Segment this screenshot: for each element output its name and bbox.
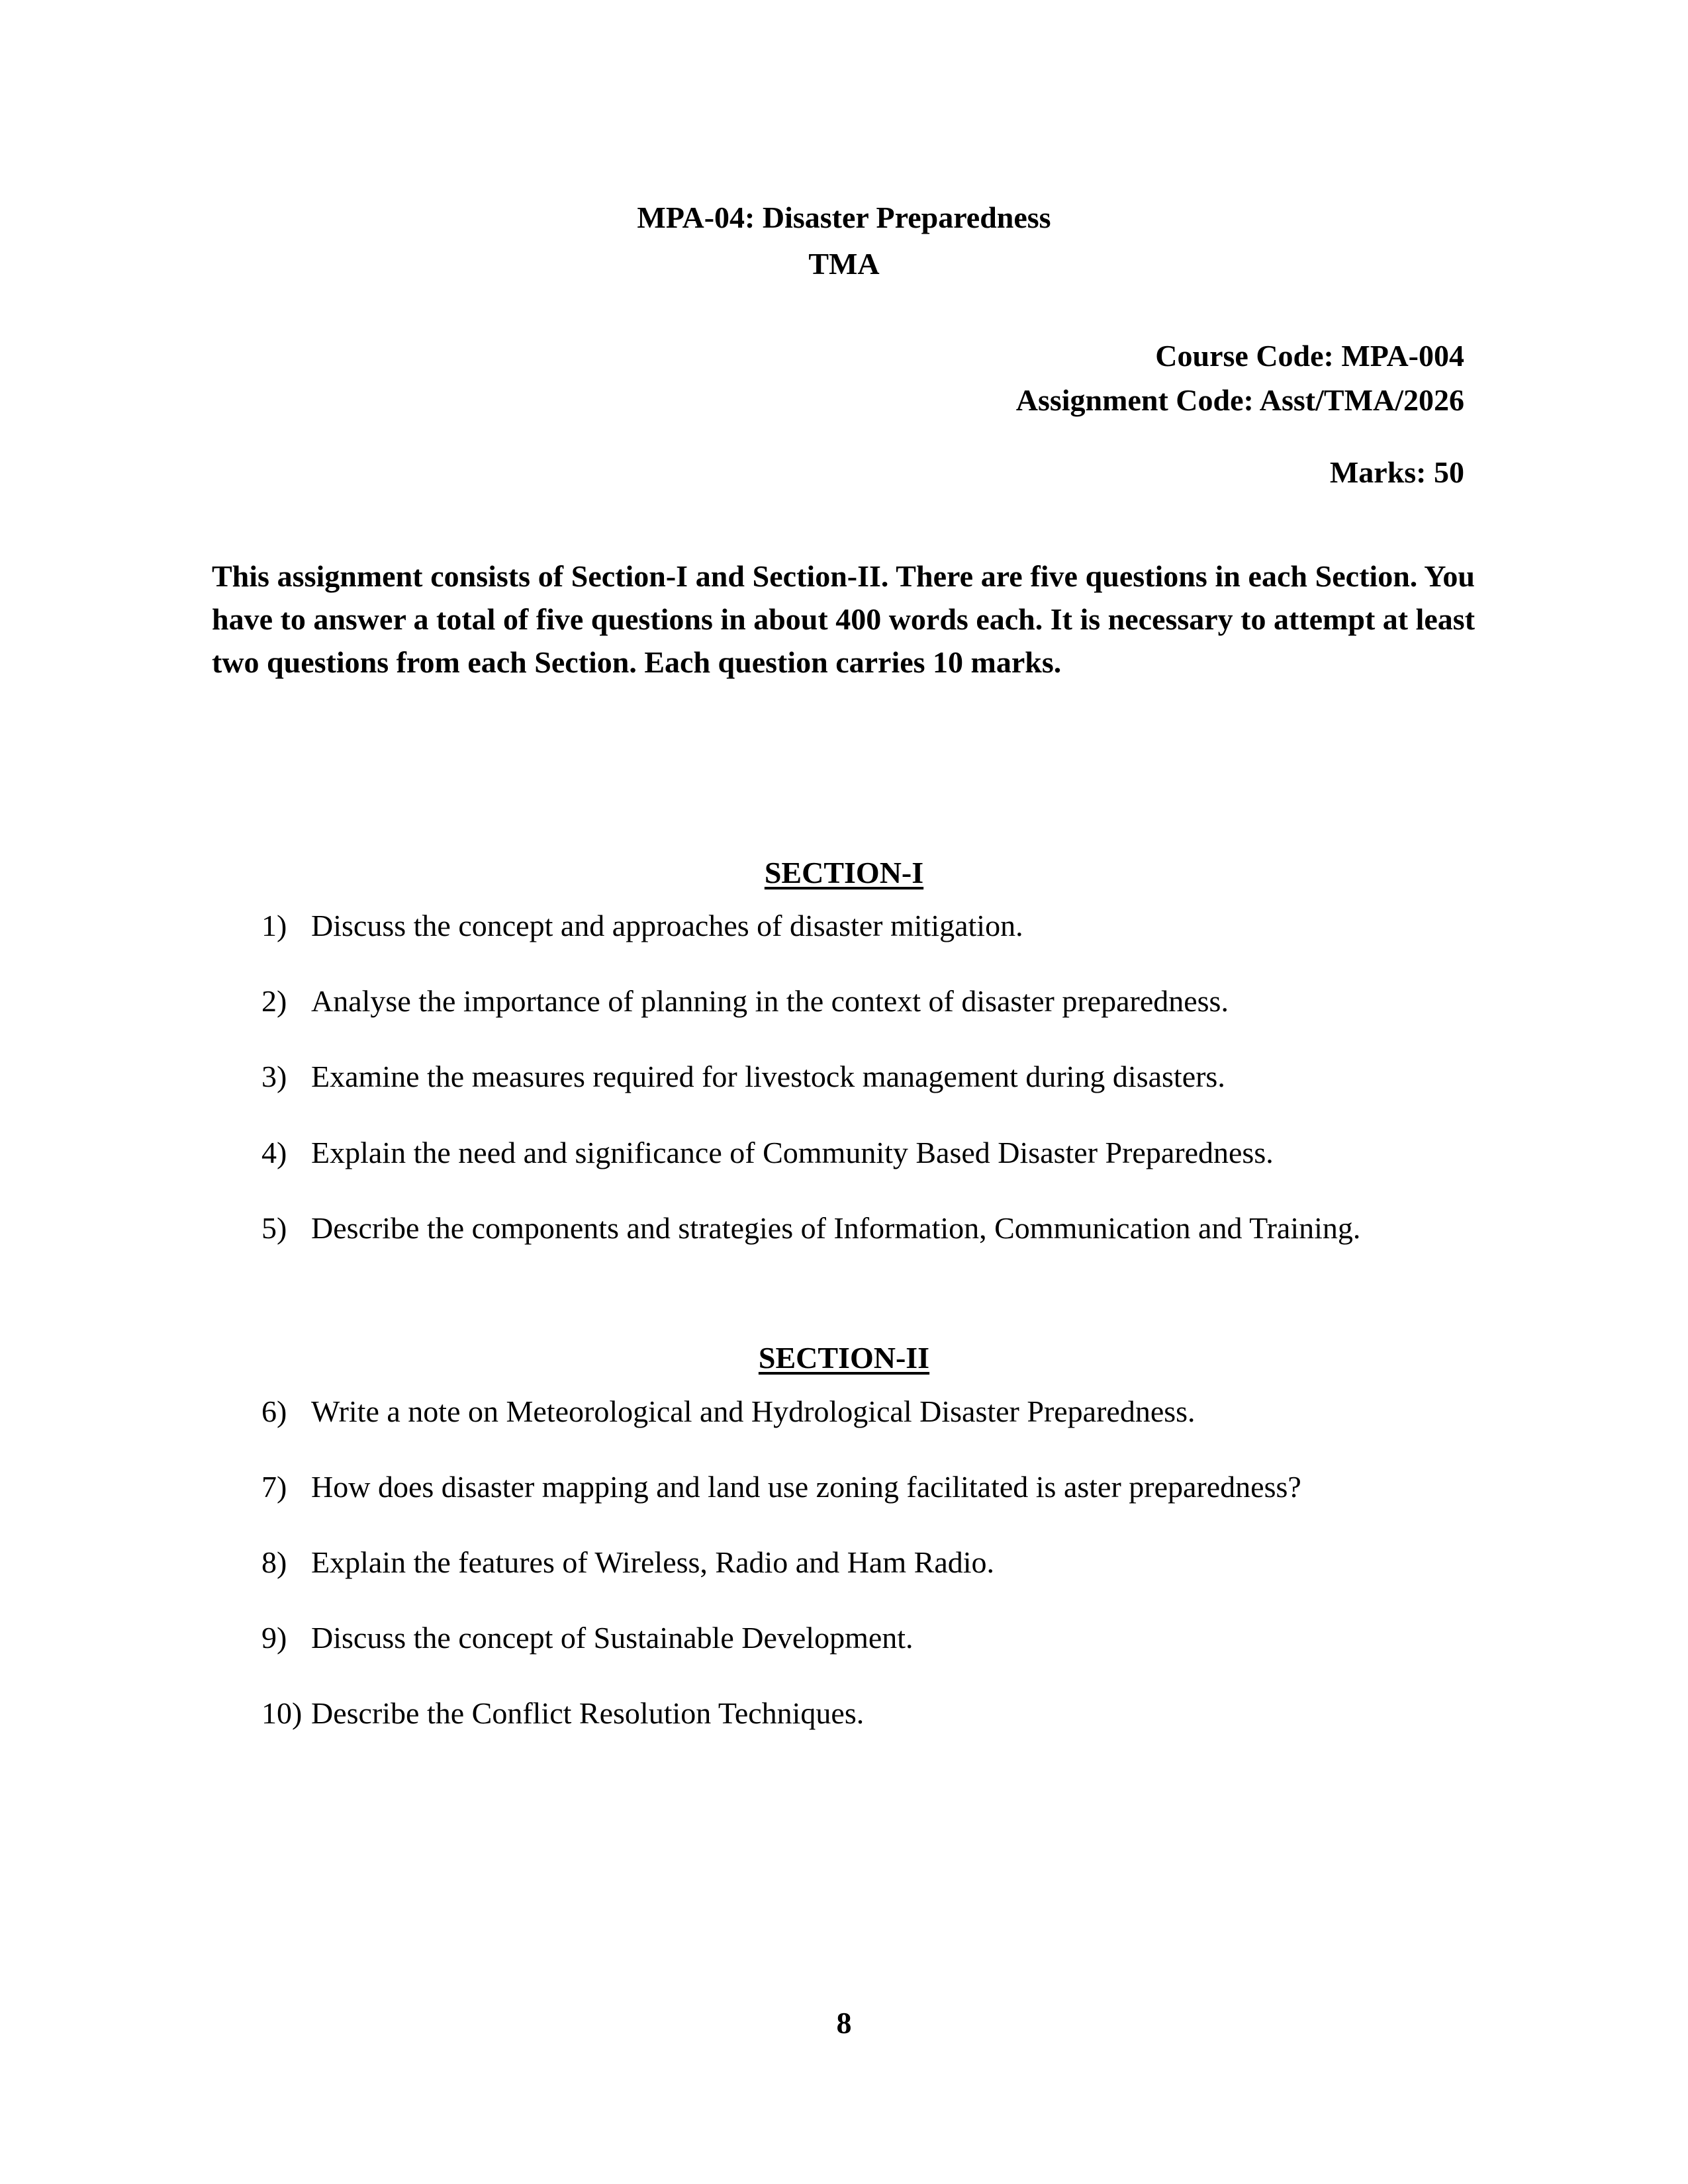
question-text: Describe the Conflict Resolution Techniques. [311, 1696, 865, 1730]
question-text: Explain the features of Wireless, Radio and Ham Radio. [311, 1545, 995, 1579]
question-text: How does disaster mapping and land use zoning facilitated is aster preparedness? [311, 1470, 1301, 1504]
question-number: 9) [261, 1621, 287, 1655]
question-text: Discuss the concept and approaches of disaster mitigation. [311, 909, 1023, 942]
question-number: 2) [261, 984, 287, 1018]
question-number: 7) [261, 1470, 287, 1504]
course-code: Course Code: MPA-004 [1155, 339, 1464, 373]
question-number: 6) [261, 1394, 287, 1428]
question-item [261, 1058, 1225, 1096]
assignment-code: Assignment Code: Asst/TMA/2026 [1015, 383, 1464, 417]
question-item [261, 1468, 1301, 1506]
section-heading-2: SECTION-II [758, 1341, 930, 1375]
marks: Marks: 50 [1329, 455, 1464, 489]
question-number: 5) [261, 1211, 287, 1245]
question-number: 8) [261, 1545, 287, 1579]
question-item [261, 1209, 1360, 1248]
question-text: Write a note on Meteorological and Hydrological Disaster Preparedness. [311, 1394, 1196, 1428]
page-number: 8 [836, 2006, 852, 2040]
question-text: Examine the measures required for livestock management during disasters. [311, 1060, 1225, 1093]
question-item [261, 982, 1229, 1021]
question-item [261, 1694, 864, 1733]
document-subtitle: TMA [808, 247, 880, 281]
question-item [261, 1619, 914, 1657]
question-number: 1) [261, 909, 287, 942]
question-number: 10) [261, 1696, 303, 1730]
question-text: Analyse the importance of planning in the context of disaster preparedness. [311, 984, 1229, 1018]
question-text: Explain the need and significance of Community Based Disaster Preparedness. [311, 1136, 1274, 1169]
instructions-paragraph: This assignment consists of Section-I and Section-II. There are five questions in each Section. You have to answer a total of five questions in about 400 words each. It is necessary to attempt at least two questions from each Section. Each question carries 10 marks. [212, 559, 1476, 679]
question-number: 3) [261, 1060, 287, 1093]
question-item [261, 907, 1023, 945]
section-heading-1: SECTION-I [764, 856, 924, 889]
question-number: 4) [261, 1136, 287, 1169]
question-text: Describe the components and strategies of Information, Communication and Training. [311, 1211, 1361, 1245]
question-item [261, 1134, 1274, 1172]
question-item [261, 1543, 994, 1582]
question-text: Discuss the concept of Sustainable Development. [311, 1621, 914, 1655]
document-title: MPA-04: Disaster Preparedness [637, 201, 1051, 234]
question-item [261, 1392, 1196, 1431]
